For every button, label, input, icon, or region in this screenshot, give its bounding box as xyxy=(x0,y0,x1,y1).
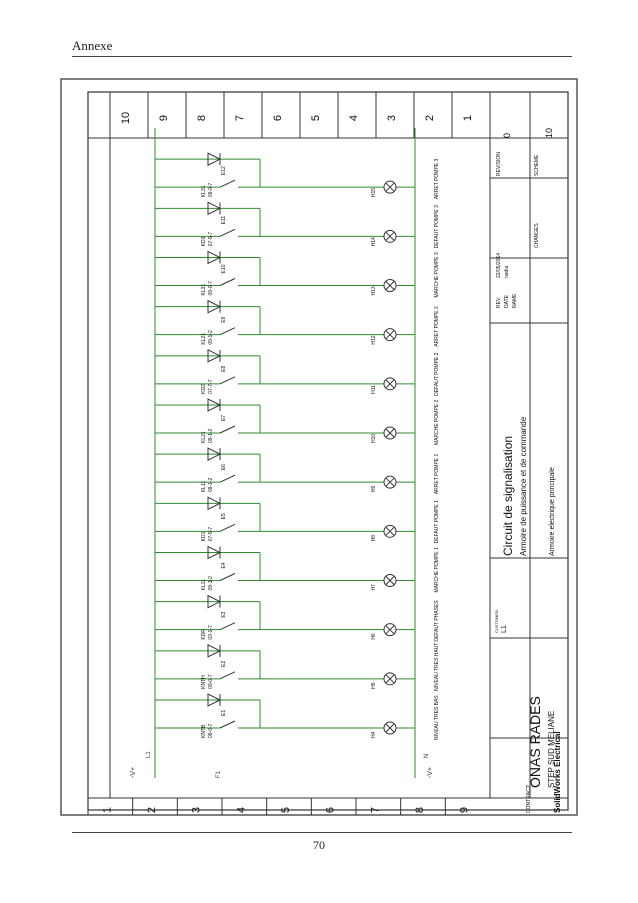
relay-e: E9 xyxy=(221,316,227,323)
relay-tag: KNTB xyxy=(201,724,207,738)
software-label: SolidWorks Electrical xyxy=(553,731,562,813)
relay-ref: 09-1-2 xyxy=(208,576,214,591)
relay-tag: KD3 xyxy=(201,236,207,247)
electrical-schematic xyxy=(60,78,580,818)
lamp-id: H10 xyxy=(371,433,377,443)
lamp-id: H14 xyxy=(371,237,377,247)
feed-top: -V+ xyxy=(130,766,137,778)
site-name: STEP SUD MELIANE xyxy=(547,710,556,788)
sheet-label: SCHEME xyxy=(534,154,540,176)
circuit-rung xyxy=(155,448,440,494)
relay-e: E11 xyxy=(221,215,227,225)
lamp-label: NIVEAU TRES HAUT xyxy=(434,642,440,691)
sheet-value: 10 xyxy=(544,127,554,138)
lamp-label: DEFAUT POMPE 1 xyxy=(434,500,440,544)
lamp-label: MARCHE POMPE 2 xyxy=(434,399,440,445)
rev-date: 22/05/2014 xyxy=(496,252,502,278)
changes-label: CHANGES xyxy=(534,223,540,248)
circuit-rows xyxy=(155,153,440,740)
relay-e: E4 xyxy=(221,562,227,569)
grid-label-top: 6 xyxy=(272,114,284,122)
lamp-id: H11 xyxy=(371,385,377,394)
grid-label-side: 2 xyxy=(146,806,158,814)
lamp-id: H15 xyxy=(371,187,377,198)
customer-label: CUSTOMER: xyxy=(494,609,499,633)
rev-name: nadia xyxy=(504,265,510,278)
circuit-rung xyxy=(155,547,440,593)
circuit-rung xyxy=(155,399,440,445)
relay-e: E7 xyxy=(221,414,227,421)
lamp-label: DEFAUT PHASES xyxy=(434,600,440,642)
circuit-rung xyxy=(155,596,440,642)
relay-ref: 07-7-7 xyxy=(208,379,214,394)
relay-e: E2 xyxy=(221,660,227,667)
grid-label-side: 3 xyxy=(190,806,203,814)
title-block xyxy=(490,92,568,813)
neutral-label: N xyxy=(424,753,430,758)
revision-value: 0 xyxy=(502,132,512,138)
relay-tag: KL11 xyxy=(201,480,207,493)
circuit-rung xyxy=(155,153,440,199)
relay-tag: KDR xyxy=(201,629,207,640)
lamp-id: H6 xyxy=(371,633,377,640)
lamp-id: H5 xyxy=(371,682,377,689)
circuit-rung xyxy=(155,694,440,740)
lamp-label: DEFAUT POMPE 2 xyxy=(434,352,440,396)
circuit-rung xyxy=(155,350,440,396)
lamp-id: H12 xyxy=(371,335,377,345)
grid-label-top: 4 xyxy=(348,114,360,122)
relay-e: E12 xyxy=(221,166,227,176)
folio: L1 xyxy=(501,625,508,633)
grid-label-side: 5 xyxy=(280,806,292,814)
relay-e: E8 xyxy=(221,365,227,372)
relay-tag: KL21 xyxy=(201,332,207,345)
relay-tag: KD1 xyxy=(201,531,207,542)
lamp-label: ARRET POMPE 2 xyxy=(434,306,440,347)
grid-label-side: 1 xyxy=(101,806,114,814)
lamp-id: H7 xyxy=(371,584,377,591)
lamp-id: H4 xyxy=(371,731,377,738)
grid-label-top: 3 xyxy=(386,114,398,122)
fuse-label: F1 xyxy=(216,770,222,778)
relay-ref: 09-1-2 xyxy=(208,428,214,443)
grid-label-top: 5 xyxy=(310,114,322,122)
grid-label-side: 7 xyxy=(369,806,382,814)
grid-label-top: 2 xyxy=(424,114,436,122)
grid-label-top: 10 xyxy=(120,111,132,125)
footer-rule xyxy=(72,832,572,833)
page-header: Annexe xyxy=(72,38,113,53)
relay-tag: KL21 xyxy=(201,431,207,443)
grid-label-top: 9 xyxy=(158,114,170,122)
grid-label-top: 1 xyxy=(462,114,474,122)
lamp-label: ARRET POMPE 3 xyxy=(434,158,440,200)
lamp-label: MARCHE POMPE 3 xyxy=(434,252,440,298)
relay-ref: 09-0-7 xyxy=(208,674,214,689)
lamp-id: H13 xyxy=(371,286,377,296)
rev-label: REV. xyxy=(496,296,502,308)
date-label: DATE xyxy=(504,295,510,308)
contract-label: CONTRACT: xyxy=(526,784,532,813)
cabinet-name: Armoire electrique principale xyxy=(549,467,556,556)
relay-tag: KL11 xyxy=(201,579,207,591)
relay-ref: 09-0-7 xyxy=(208,182,214,198)
grid-label-top: 8 xyxy=(196,114,208,122)
drawing-border xyxy=(88,92,568,810)
relay-tag: KL31 xyxy=(201,185,207,198)
lamp-label: ARRET POMPE 1 xyxy=(434,453,440,495)
header-rule xyxy=(72,56,572,57)
relay-tag: KD2 xyxy=(201,384,207,394)
relay-ref: 07-9-7 xyxy=(208,231,214,247)
relay-ref: 03-1-7 xyxy=(208,625,214,640)
relay-e: E10 xyxy=(221,264,227,274)
lamp-label: NIVEAU TRES BAS xyxy=(434,695,440,740)
grid-label-side: 8 xyxy=(414,806,426,814)
relay-tag: KNTH xyxy=(201,675,207,689)
grid-label-side: 4 xyxy=(235,806,248,814)
bus-label: L1 xyxy=(146,751,152,758)
circuit-rung xyxy=(155,202,440,248)
circuit-rung xyxy=(155,497,440,543)
drawing-subtitle: Armoire de puissance et de commande xyxy=(519,416,528,556)
company-name: ONAS RADES xyxy=(527,696,543,788)
relay-tag: KL31 xyxy=(201,283,207,296)
relay-e: E6 xyxy=(221,464,227,471)
grid-label-side: 9 xyxy=(458,806,471,814)
lamp-id: H9 xyxy=(371,485,377,493)
lamp-label: MARCHE POMPE 1 xyxy=(434,547,440,593)
relay-ref: 09-0-7 xyxy=(208,281,214,296)
grid-side xyxy=(88,798,471,815)
page-number: 70 xyxy=(313,838,325,852)
relay-ref: 09-1-2 xyxy=(208,477,214,493)
relay-e: E3 xyxy=(221,611,227,618)
lamp-id: H8 xyxy=(371,534,377,542)
relay-e: E1 xyxy=(221,709,227,716)
grid-label-side: 6 xyxy=(324,806,337,814)
lamp-label: DEFAUT POMPE 3 xyxy=(434,205,440,249)
circuit-rung xyxy=(155,252,440,298)
drawing-title: Circuit de signalisation xyxy=(501,435,515,556)
relay-e: E5 xyxy=(221,513,227,520)
circuit-rung xyxy=(155,643,440,691)
relay-ref: 09-1-2 xyxy=(208,330,214,345)
grid-top xyxy=(110,92,474,138)
name-label: NAME xyxy=(512,293,518,308)
outer-frame xyxy=(61,79,577,815)
relay-ref: 07-5-7 xyxy=(208,526,214,542)
circuit-rung xyxy=(155,301,440,347)
relay-ref: 09-0-7 xyxy=(208,723,214,738)
grid-label-top: 7 xyxy=(234,114,246,122)
feed-bottom: -V+ xyxy=(427,766,434,778)
revision-label: REVISION xyxy=(496,152,502,176)
